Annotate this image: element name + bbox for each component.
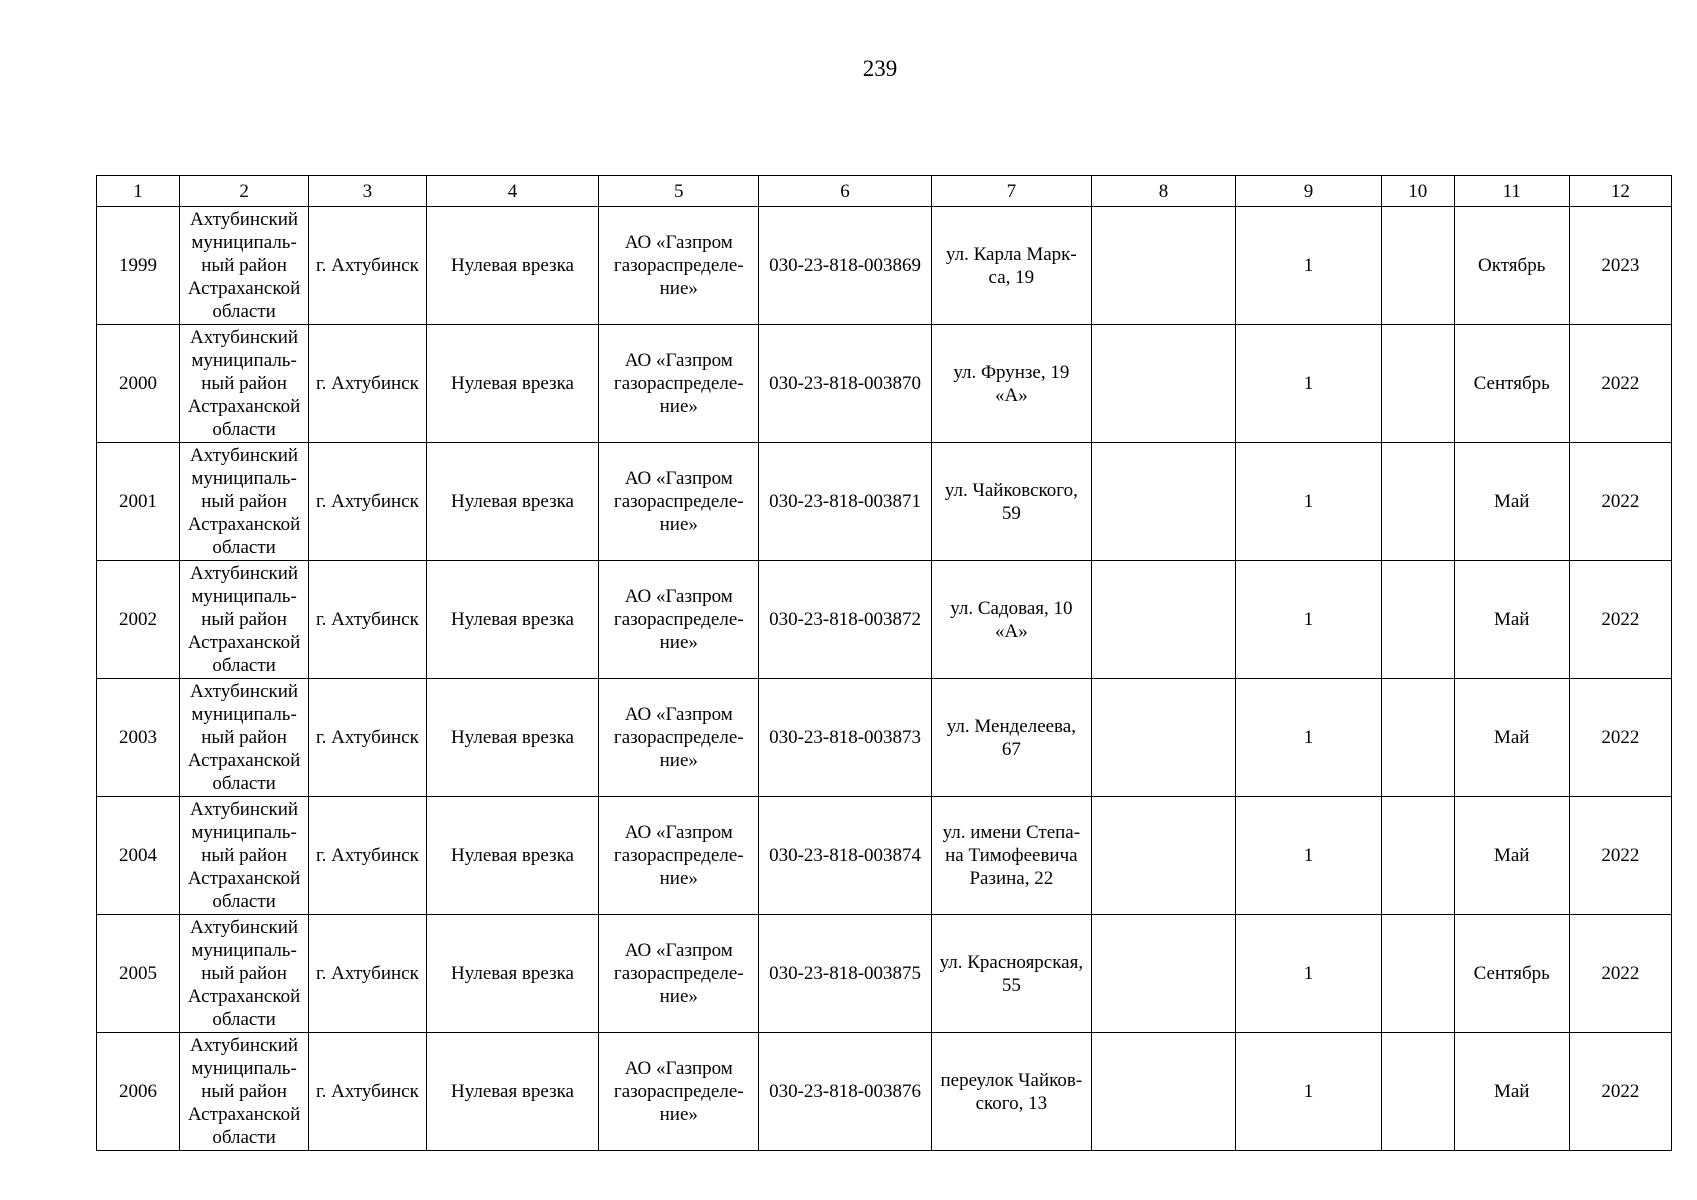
region-cell: Ахтубинский муниципаль- ный район Астраханской области bbox=[179, 915, 308, 1033]
organization-cell: АО «Газпром газораспределе- ние» bbox=[599, 797, 759, 915]
object-code-cell: 030-23-818-003872 bbox=[759, 561, 932, 679]
address-cell: переулок Чайков- ского, 13 bbox=[931, 1033, 1091, 1151]
table-row bbox=[97, 679, 1672, 797]
column-number-cell: 6 bbox=[759, 176, 932, 207]
empty-cell bbox=[1091, 561, 1236, 679]
work-type-cell: Нулевая врезка bbox=[426, 679, 599, 797]
month-cell: Сентябрь bbox=[1454, 325, 1569, 443]
address-cell: ул. Карла Марк- са, 19 bbox=[931, 207, 1091, 325]
work-type-cell: Нулевая врезка bbox=[426, 1033, 599, 1151]
empty-cell bbox=[1381, 1033, 1454, 1151]
object-code-cell: 030-23-818-003873 bbox=[759, 679, 932, 797]
year-cell: 2022 bbox=[1569, 797, 1671, 915]
year-cell: 2022 bbox=[1569, 561, 1671, 679]
address-cell: ул. имени Степа- на Тимофеевича Разина, 22 bbox=[931, 797, 1091, 915]
city-cell: г. Ахтубинск bbox=[309, 561, 426, 679]
empty-cell bbox=[1381, 325, 1454, 443]
work-type-cell: Нулевая врезка bbox=[426, 443, 599, 561]
region-cell: Ахтубинский муниципаль- ный район Астраханской области bbox=[179, 443, 308, 561]
address-cell: ул. Менделеева, 67 bbox=[931, 679, 1091, 797]
month-cell: Май bbox=[1454, 797, 1569, 915]
object-code-cell: 030-23-818-003871 bbox=[759, 443, 932, 561]
row-number-cell: 2000 bbox=[97, 325, 180, 443]
column-number-cell: 8 bbox=[1091, 176, 1236, 207]
empty-cell bbox=[1091, 325, 1236, 443]
work-type-cell: Нулевая врезка bbox=[426, 325, 599, 443]
city-cell: г. Ахтубинск bbox=[309, 915, 426, 1033]
month-cell: Май bbox=[1454, 561, 1569, 679]
column-number-cell: 11 bbox=[1454, 176, 1569, 207]
month-cell: Октябрь bbox=[1454, 207, 1569, 325]
month-cell: Сентябрь bbox=[1454, 915, 1569, 1033]
column-number-cell: 2 bbox=[179, 176, 308, 207]
organization-cell: АО «Газпром газораспределе- ние» bbox=[599, 1033, 759, 1151]
region-cell: Ахтубинский муниципаль- ный район Астраханской области bbox=[179, 797, 308, 915]
empty-cell bbox=[1381, 443, 1454, 561]
work-type-cell: Нулевая врезка bbox=[426, 915, 599, 1033]
empty-cell bbox=[1091, 797, 1236, 915]
city-cell: г. Ахтубинск bbox=[309, 443, 426, 561]
organization-cell: АО «Газпром газораспределе- ние» bbox=[599, 679, 759, 797]
quantity-cell: 1 bbox=[1236, 915, 1382, 1033]
column-number-cell: 9 bbox=[1236, 176, 1382, 207]
year-cell: 2022 bbox=[1569, 915, 1671, 1033]
row-number-cell: 2003 bbox=[97, 679, 180, 797]
column-number-cell: 10 bbox=[1381, 176, 1454, 207]
column-number-cell: 7 bbox=[931, 176, 1091, 207]
empty-cell bbox=[1091, 207, 1236, 325]
table-row bbox=[97, 561, 1672, 679]
table-row bbox=[97, 325, 1672, 443]
year-cell: 2022 bbox=[1569, 1033, 1671, 1151]
object-code-cell: 030-23-818-003874 bbox=[759, 797, 932, 915]
year-cell: 2022 bbox=[1569, 443, 1671, 561]
table-row bbox=[97, 207, 1672, 325]
row-number-cell: 2002 bbox=[97, 561, 180, 679]
address-cell: ул. Чайковского, 59 bbox=[931, 443, 1091, 561]
organization-cell: АО «Газпром газораспределе- ние» bbox=[599, 915, 759, 1033]
row-number-cell: 2006 bbox=[97, 1033, 180, 1151]
row-number-cell: 2005 bbox=[97, 915, 180, 1033]
row-number-cell: 1999 bbox=[97, 207, 180, 325]
region-cell: Ахтубинский муниципаль- ный район Астраханской области bbox=[179, 325, 308, 443]
empty-cell bbox=[1091, 1033, 1236, 1151]
region-cell: Ахтубинский муниципаль- ный район Астраханской области bbox=[179, 679, 308, 797]
row-number-cell: 2004 bbox=[97, 797, 180, 915]
year-cell: 2022 bbox=[1569, 679, 1671, 797]
work-type-cell: Нулевая врезка bbox=[426, 797, 599, 915]
city-cell: г. Ахтубинск bbox=[309, 679, 426, 797]
organization-cell: АО «Газпром газораспределе- ние» bbox=[599, 325, 759, 443]
gas-connection-table bbox=[96, 175, 1672, 1151]
quantity-cell: 1 bbox=[1236, 679, 1382, 797]
city-cell: г. Ахтубинск bbox=[309, 1033, 426, 1151]
table-row bbox=[97, 443, 1672, 561]
table-body bbox=[97, 176, 1672, 1151]
year-cell: 2023 bbox=[1569, 207, 1671, 325]
object-code-cell: 030-23-818-003870 bbox=[759, 325, 932, 443]
region-cell: Ахтубинский муниципаль- ный район Астраханской области bbox=[179, 207, 308, 325]
empty-cell bbox=[1381, 679, 1454, 797]
empty-cell bbox=[1381, 207, 1454, 325]
object-code-cell: 030-23-818-003869 bbox=[759, 207, 932, 325]
column-number-row bbox=[97, 176, 1672, 207]
empty-cell bbox=[1381, 561, 1454, 679]
organization-cell: АО «Газпром газораспределе- ние» bbox=[599, 561, 759, 679]
month-cell: Май bbox=[1454, 443, 1569, 561]
year-cell: 2022 bbox=[1569, 325, 1671, 443]
city-cell: г. Ахтубинск bbox=[309, 207, 426, 325]
object-code-cell: 030-23-818-003875 bbox=[759, 915, 932, 1033]
work-type-cell: Нулевая врезка bbox=[426, 207, 599, 325]
quantity-cell: 1 bbox=[1236, 797, 1382, 915]
quantity-cell: 1 bbox=[1236, 561, 1382, 679]
month-cell: Май bbox=[1454, 679, 1569, 797]
column-number-cell: 4 bbox=[426, 176, 599, 207]
address-cell: ул. Садовая, 10 «А» bbox=[931, 561, 1091, 679]
page-number: 239 bbox=[862, 56, 898, 81]
quantity-cell: 1 bbox=[1236, 1033, 1382, 1151]
row-number-cell: 2001 bbox=[97, 443, 180, 561]
object-code-cell: 030-23-818-003876 bbox=[759, 1033, 932, 1151]
table-row bbox=[97, 915, 1672, 1033]
empty-cell bbox=[1091, 443, 1236, 561]
column-number-cell: 5 bbox=[599, 176, 759, 207]
column-number-cell: 1 bbox=[97, 176, 180, 207]
column-number-cell: 12 bbox=[1569, 176, 1671, 207]
quantity-cell: 1 bbox=[1236, 207, 1382, 325]
city-cell: г. Ахтубинск bbox=[309, 325, 426, 443]
organization-cell: АО «Газпром газораспределе- ние» bbox=[599, 443, 759, 561]
table-row bbox=[97, 1033, 1672, 1151]
region-cell: Ахтубинский муниципаль- ный район Астраханской области bbox=[179, 561, 308, 679]
empty-cell bbox=[1381, 797, 1454, 915]
table-row bbox=[97, 797, 1672, 915]
address-cell: ул. Фрунзе, 19 «А» bbox=[931, 325, 1091, 443]
city-cell: г. Ахтубинск bbox=[309, 797, 426, 915]
quantity-cell: 1 bbox=[1236, 443, 1382, 561]
region-cell: Ахтубинский муниципаль- ный район Астраханской области bbox=[179, 1033, 308, 1151]
empty-cell bbox=[1091, 679, 1236, 797]
month-cell: Май bbox=[1454, 1033, 1569, 1151]
organization-cell: АО «Газпром газораспределе- ние» bbox=[599, 207, 759, 325]
address-cell: ул. Красноярская, 55 bbox=[931, 915, 1091, 1033]
empty-cell bbox=[1091, 915, 1236, 1033]
quantity-cell: 1 bbox=[1236, 325, 1382, 443]
empty-cell bbox=[1381, 915, 1454, 1033]
work-type-cell: Нулевая врезка bbox=[426, 561, 599, 679]
column-number-cell: 3 bbox=[309, 176, 426, 207]
